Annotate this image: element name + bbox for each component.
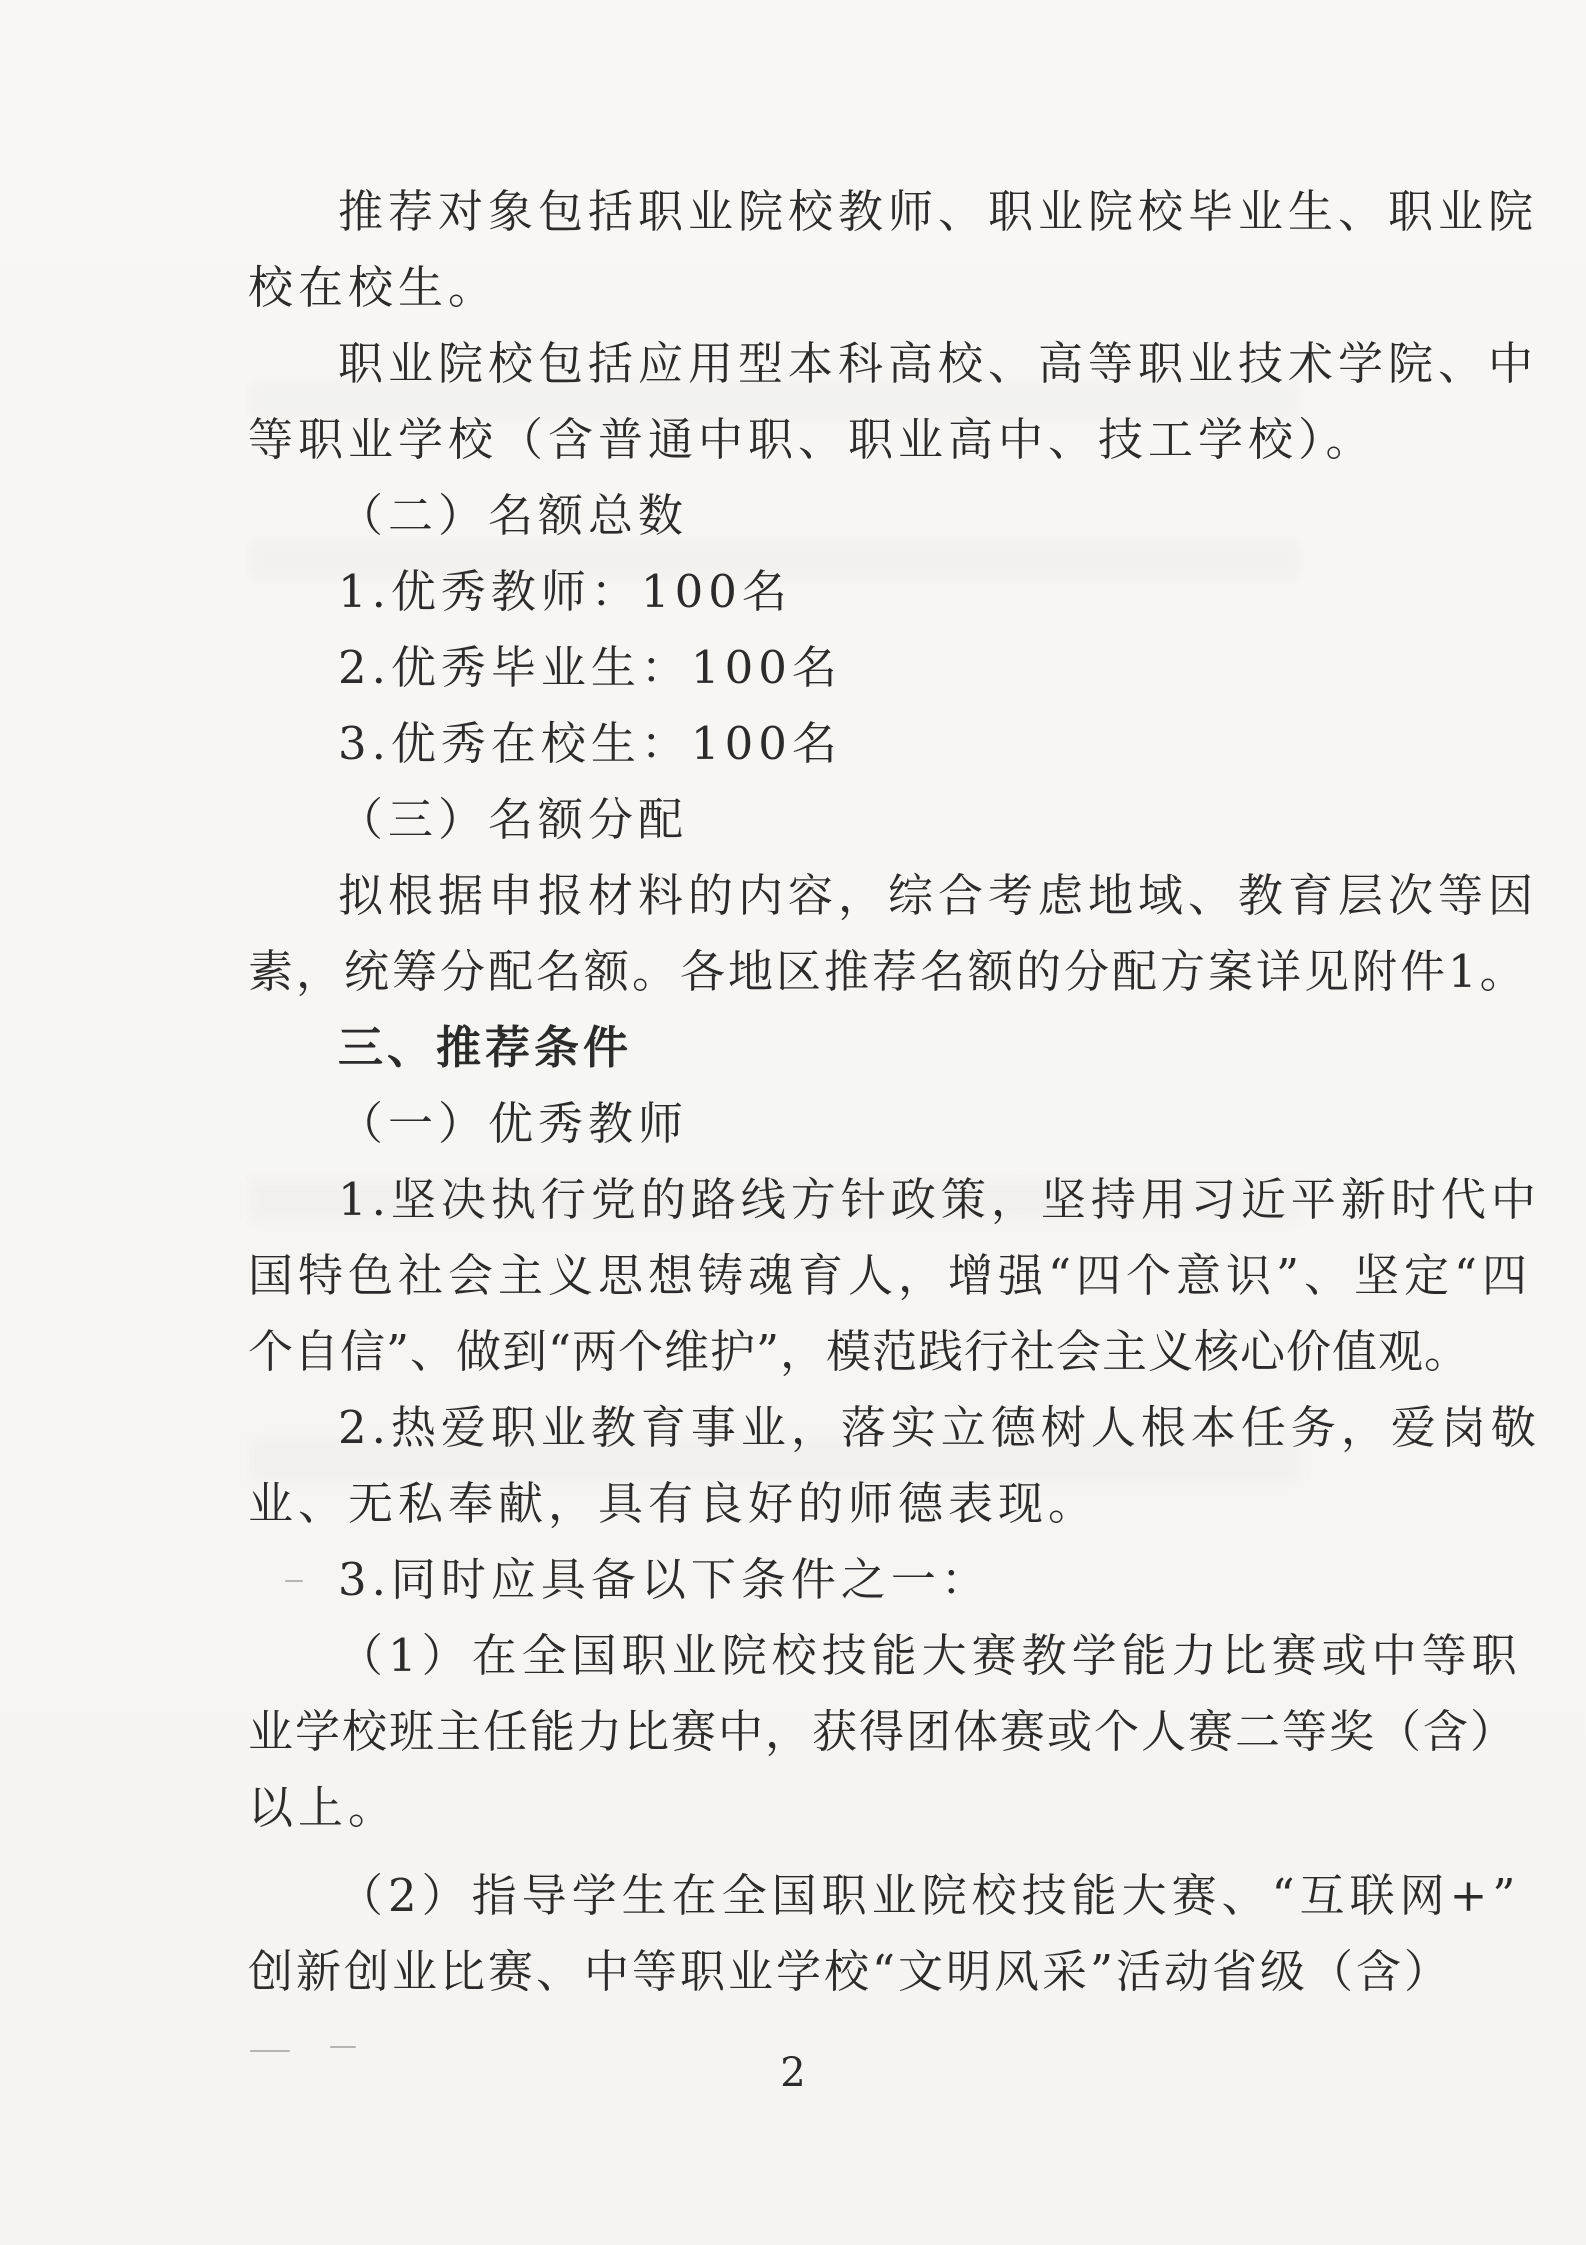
text-line: （2）指导学生在全国职业院校技能大赛、“互联网+”	[338, 1869, 1521, 1922]
text-line: 业学校班主任能力比赛中，获得团体赛或个人赛二等奖（含）	[248, 1705, 1518, 1758]
text-line: 业、无私奉献，具有良好的师德表现。	[248, 1477, 1099, 1530]
section-subheading: （三）名额分配	[338, 793, 689, 846]
scan-speck	[285, 1580, 303, 1582]
text-line: 等职业学校（含普通中职、职业高中、技工学校）。	[248, 413, 1376, 466]
section-subheading: （二）名额总数	[338, 489, 689, 542]
text-line: 推荐对象包括职业院校教师、职业院校毕业生、职业院	[338, 185, 1539, 238]
list-item: 2.优秀毕业生：100名	[338, 641, 842, 694]
text-line: 个自信”、做到“两个维护”，模范践行社会主义核心价值观。	[248, 1325, 1471, 1378]
text-line: 拟根据申报材料的内容，综合考虑地域、教育层次等因	[338, 869, 1539, 922]
text-line: 2.热爱职业教育事业，落实立德树人根本任务，爱岗敬	[338, 1401, 1541, 1454]
section-heading: 三、推荐条件	[338, 1021, 633, 1074]
list-item: 1.优秀教师：100名	[338, 565, 792, 618]
body-text	[248, 182, 1541, 2002]
text-line: 职业院校包括应用型本科高校、高等职业技术学院、中	[338, 337, 1539, 390]
text-line: 创新创业比赛、中等职业学校“文明风采”活动省级（含）	[248, 1945, 1453, 1998]
section-subheading: （一）优秀教师	[338, 1097, 689, 1150]
page-number: 2	[780, 2050, 806, 2096]
list-item: 3.优秀在校生：100名	[338, 717, 842, 770]
text-line: 1.坚决执行党的路线方针政策，坚持用习近平新时代中	[338, 1173, 1541, 1226]
text-line: 以上。	[248, 1781, 399, 1834]
text-line: 3.同时应具备以下条件之一：	[338, 1553, 991, 1606]
text-line: 国特色社会主义思想铸魂育人，增强“四个意识”、坚定“四	[248, 1249, 1533, 1302]
text-line: 校在校生。	[248, 261, 499, 314]
text-line: 素，统筹分配名额。各地区推荐名额的分配方案详见附件1。	[248, 945, 1528, 998]
text-line: （1）在全国职业院校技能大赛教学能力比赛或中等职	[338, 1629, 1522, 1682]
